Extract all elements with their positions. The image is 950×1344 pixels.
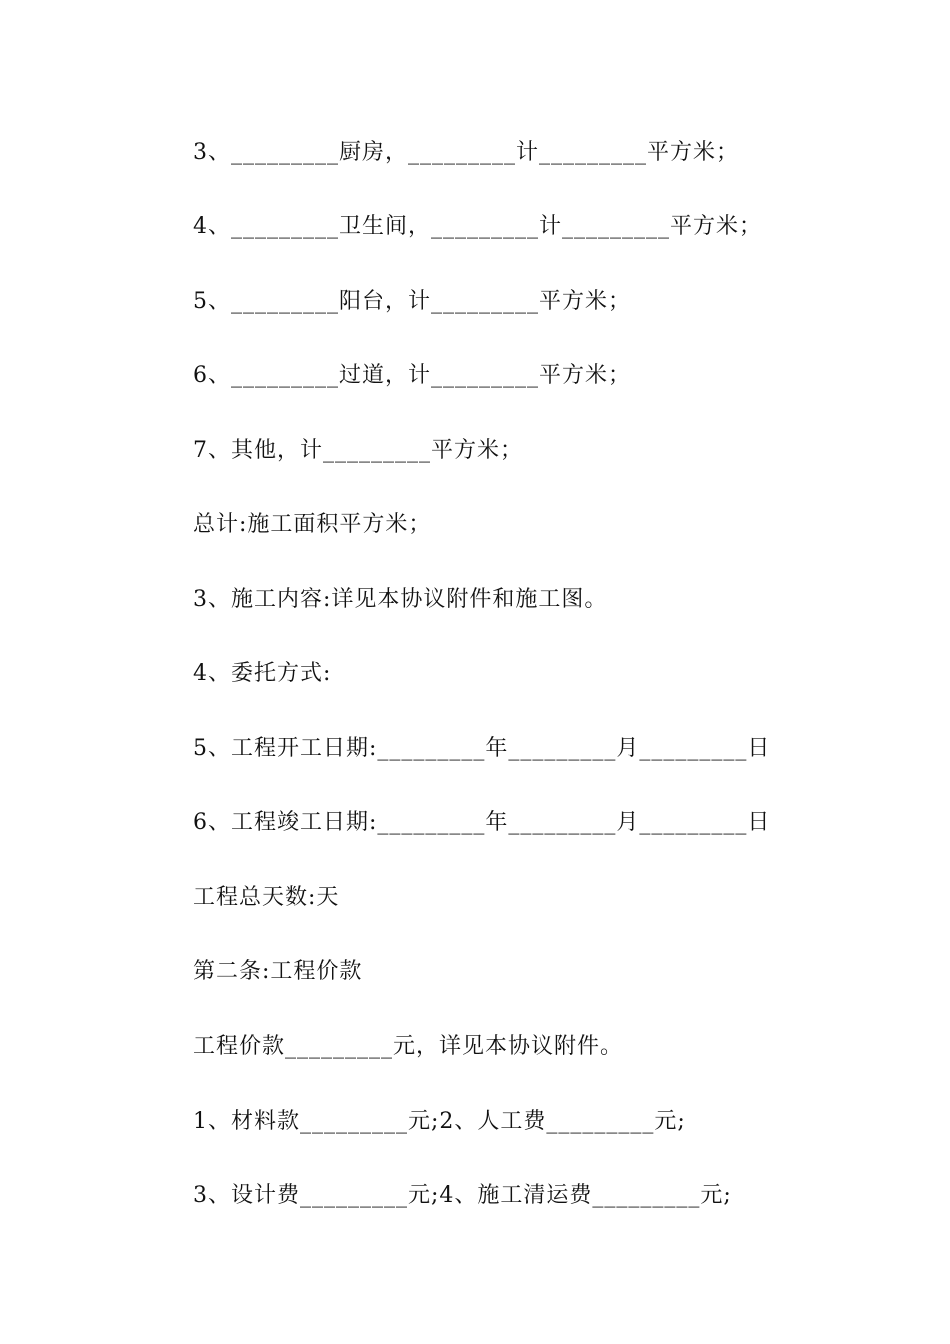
total-area-line: 总计:施工面积平方米；	[193, 512, 432, 537]
item-bathroom-area: 4、_________卫生间，_________计_________平方米；	[193, 214, 762, 239]
item-kitchen-area: 3、_________厨房，_________计_________平方米；	[193, 140, 739, 165]
item-corridor-area: 6、_________过道，计_________平方米；	[193, 363, 631, 388]
project-price-line: 工程价款_________元，详见本协议附件。	[193, 1034, 624, 1059]
start-date-line: 5、工程开工日期:_________年_________月_________日	[193, 736, 771, 761]
material-labor-fee-line: 1、材料款_________元;2、人工费_________元;	[193, 1109, 686, 1134]
item-balcony-area: 5、_________阳台，计_________平方米；	[193, 289, 631, 314]
design-cleanup-fee-line: 3、设计费_________元;4、施工清运费_________元;	[193, 1183, 732, 1208]
item-other-area: 7、其他，计_________平方米；	[193, 438, 523, 463]
article-two-heading: 第二条:工程价款	[193, 959, 363, 984]
commission-method-line: 4、委托方式:	[193, 661, 332, 686]
completion-date-line: 6、工程竣工日期:_________年_________月_________日	[193, 810, 771, 835]
total-days-line: 工程总天数:天	[193, 885, 340, 910]
construction-content-line: 3、施工内容:详见本协议附件和施工图。	[193, 587, 608, 612]
